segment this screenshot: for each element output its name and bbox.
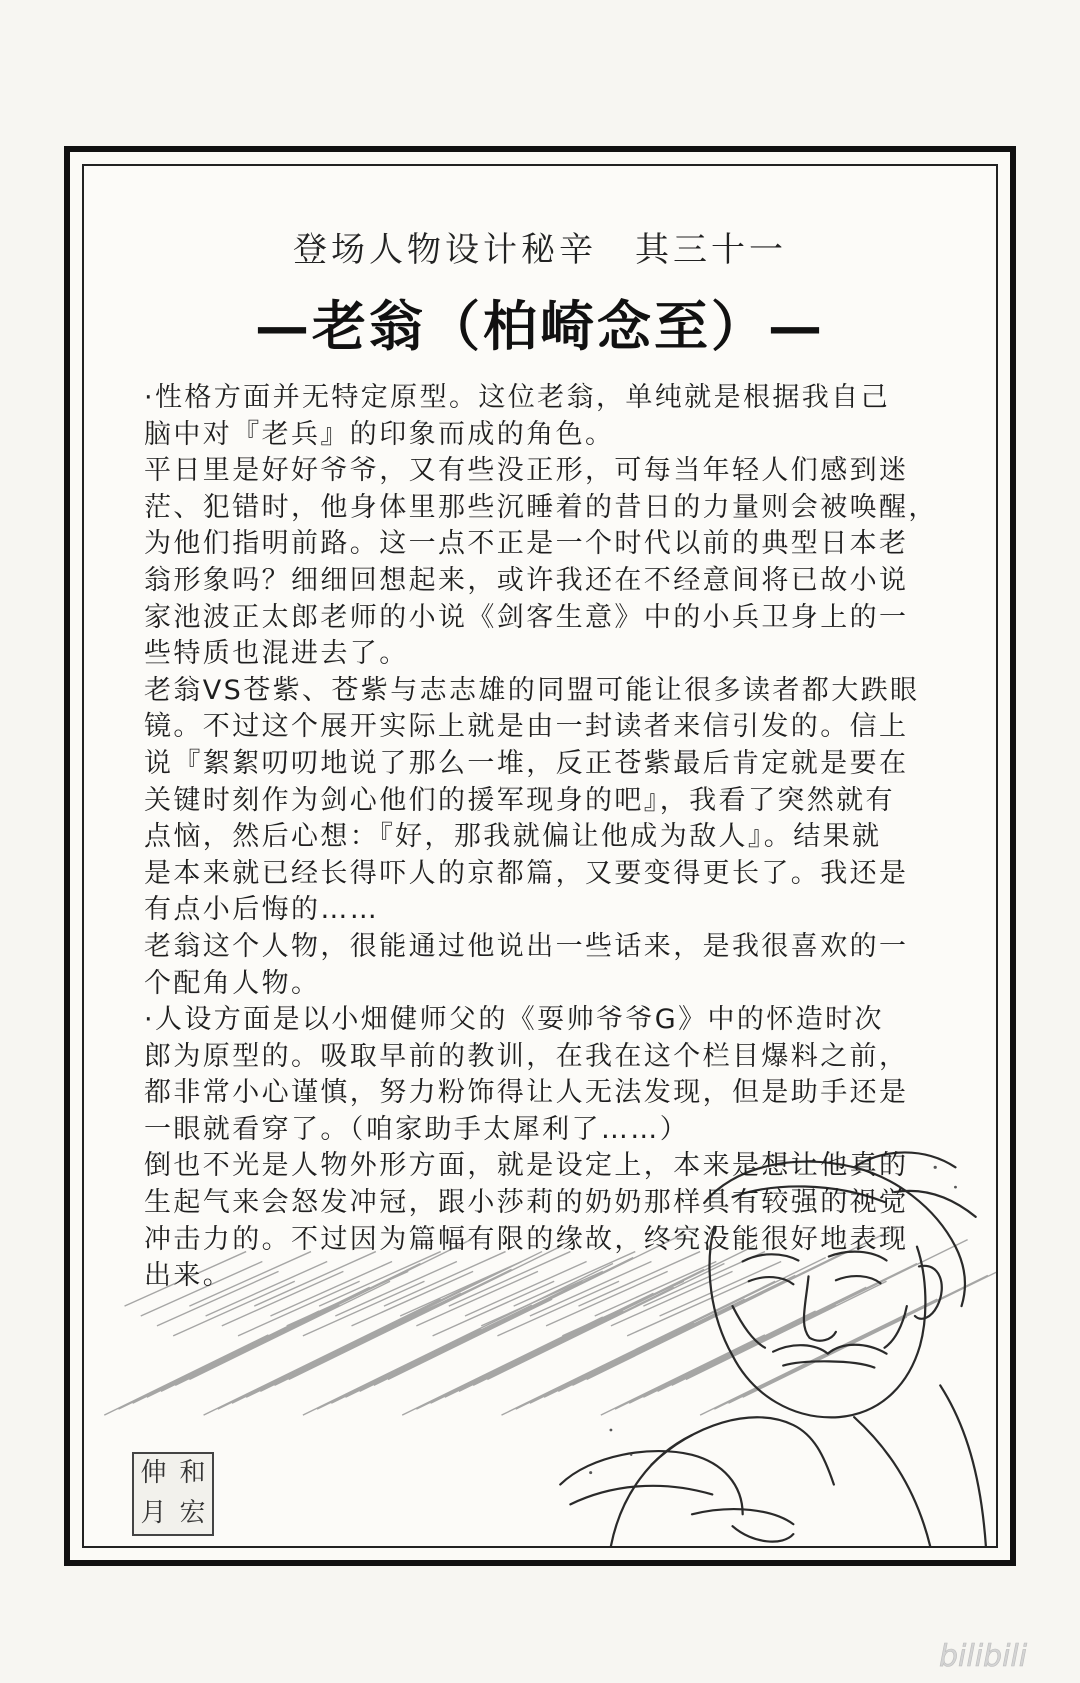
body-line: ·性格方面并无特定原型。这位老翁，单纯就是根据我自己 bbox=[144, 382, 890, 413]
body-line: 翁形象吗？细细回想起来，或许我还在不经意间将已故小说 bbox=[144, 564, 909, 596]
body-line: 老翁这个人物，很能通过他说出一些话来，是我很喜欢的一 bbox=[144, 930, 909, 962]
body-line: 出来。 bbox=[144, 1260, 233, 1292]
body-line: 家池波正太郎老师的小说《剑客生意》中的小兵卫身上的一 bbox=[144, 601, 909, 633]
body-line: 生起气来会怒发冲冠，跟小莎莉的奶奶那样具有较强的视觉 bbox=[144, 1187, 909, 1219]
body-line: 茫、犯错时，他身体里那些沉睡着的昔日的力量则会被唤醒， bbox=[144, 491, 938, 523]
seal-char: 宏 bbox=[179, 1498, 206, 1528]
body-line: 有点小后悔的…… bbox=[144, 894, 380, 926]
body-line: 镜。不过这个展开实际上就是由一封读者来信引发的。信上 bbox=[144, 711, 909, 743]
page-border-outer bbox=[64, 146, 1016, 1566]
seal-char: 伸 bbox=[140, 1458, 167, 1488]
column-subtitle: 登场人物设计秘辛 其三十一 bbox=[293, 230, 787, 270]
watermark-text: bilibili bbox=[939, 1639, 1028, 1674]
body-line: 冲击力的。不过因为篇幅有限的缘故，终究没能很好地表现 bbox=[144, 1223, 909, 1255]
body-line: 是本来就已经长得吓人的京都篇，又要变得更长了。我还是 bbox=[144, 857, 909, 889]
page-border-inner bbox=[82, 164, 998, 1548]
body-line: ·人设方面是以小畑健师父的《耍帅爷爷G》中的怀造时次 bbox=[144, 1004, 884, 1036]
seal-char: 月 bbox=[140, 1498, 167, 1528]
body-line: 关键时刻作为剑心他们的援军现身的吧』，我看了突然就有 bbox=[144, 784, 895, 816]
body-line: 郎为原型的。吸取早前的教训，在我在这个栏目爆料之前， bbox=[144, 1040, 909, 1072]
body-line: 个配角人物。 bbox=[144, 967, 321, 999]
seal-char: 和 bbox=[179, 1458, 206, 1488]
body-line: 倒也不光是人物外形方面，就是设定上，本来是想让他真的 bbox=[144, 1150, 909, 1182]
bilibili-watermark bbox=[935, 1632, 1075, 1676]
body-line: 平日里是好好爷爷，又有些没正形，可每当年轻人们感到迷 bbox=[144, 455, 909, 487]
page-title: —老翁（柏崎念至）— bbox=[255, 294, 825, 358]
body-line: 点恼，然后心想：『好，那我就偏让他成为敌人』。结果就 bbox=[144, 821, 882, 853]
body-line: 都非常小心谨慎，努力粉饰得让人无法发现，但是助手还是 bbox=[144, 1077, 909, 1109]
body-line: 说『絮絮叨叨地说了那么一堆，反正苍紫最后肯定就是要在 bbox=[144, 747, 909, 779]
body-line: 些特质也混进去了。 bbox=[144, 638, 409, 670]
body-line: 为他们指明前路。这一点不正是一个时代以前的典型日本老 bbox=[144, 528, 909, 560]
body-line: 老翁VS苍紫、苍紫与志志雄的同盟可能让很多读者都大跌眼 bbox=[144, 674, 920, 706]
author-seal bbox=[132, 1452, 214, 1536]
body-line: 一眼就看穿了。（咱家助手太犀利了……） bbox=[144, 1113, 690, 1145]
body-line: 脑中对『老兵』的印象而成的角色。 bbox=[144, 418, 615, 450]
article-body bbox=[144, 380, 974, 1295]
